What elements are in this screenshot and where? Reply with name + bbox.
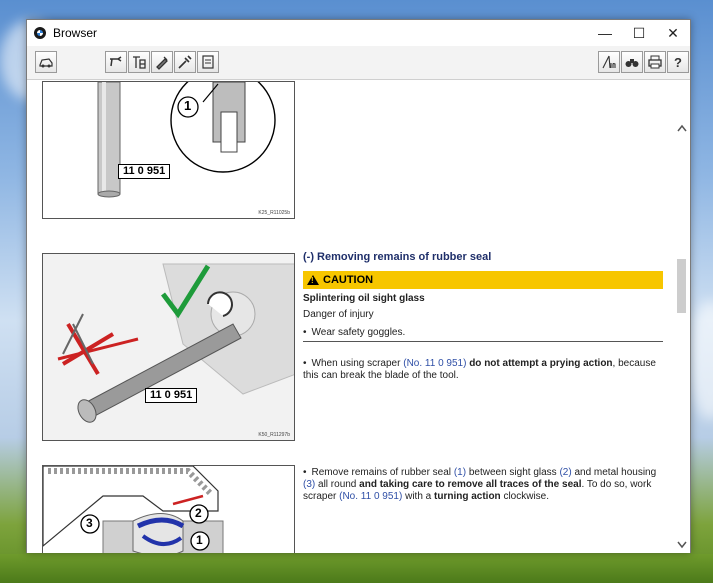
- car-icon: [38, 54, 54, 70]
- warning-triangle-icon: [307, 275, 319, 285]
- tool-number-link[interactable]: (No. 11 0 951): [403, 358, 467, 369]
- window-title: Browser: [53, 26, 98, 40]
- tools-table-icon: [131, 54, 147, 70]
- section-heading: (-) Removing remains of rubber seal: [303, 251, 492, 263]
- callout-1: 1: [184, 98, 192, 113]
- bmw-logo-icon: [34, 27, 46, 39]
- divider: [303, 341, 663, 342]
- wrench-button[interactable]: [105, 51, 127, 73]
- binoculars-button[interactable]: [621, 51, 643, 73]
- document-content: [27, 81, 690, 553]
- caution-title: Splintering oil sight glass: [303, 293, 425, 304]
- step2-text-g: clockwise.: [500, 491, 550, 502]
- ref-3: (3): [303, 479, 316, 490]
- step1-text-a: When using scraper: [311, 358, 404, 369]
- scroll-up-button[interactable]: [673, 119, 690, 136]
- step2-text-a: Remove remains of rubber seal: [311, 467, 454, 478]
- caution-bullet-text: Wear safety goggles.: [311, 327, 406, 338]
- step1-text-b: , because this can break the blade of the tool.: [303, 358, 656, 381]
- maximize-button[interactable]: ☐: [632, 24, 646, 41]
- callout-3: 3: [86, 516, 93, 530]
- pencil-icon: [154, 54, 170, 70]
- toolbar: [27, 46, 690, 80]
- screwdriver-icon: [177, 54, 193, 70]
- font-size-icon: [601, 54, 617, 70]
- scroll-down-button[interactable]: [673, 536, 690, 553]
- printer-button[interactable]: [644, 51, 666, 73]
- step2-text-d: all round: [315, 479, 360, 490]
- illustration-scraper-tip: [42, 81, 295, 219]
- step2-text-e: . To do so, work scraper: [303, 479, 652, 502]
- document-button[interactable]: [197, 51, 219, 73]
- chevron-up-icon: [677, 124, 687, 132]
- illustration-no-prying: [42, 253, 295, 441]
- caution-banner: [303, 271, 663, 289]
- seal-removal-illustration: [43, 466, 295, 553]
- step2-text-c: and metal housing: [571, 467, 657, 478]
- step2-text-b: between sight glass: [466, 467, 560, 478]
- ref-2: (2): [559, 467, 572, 478]
- title-bar: [27, 20, 690, 46]
- minimize-button[interactable]: —: [598, 25, 612, 41]
- image-code: K50_R11297b: [258, 432, 290, 438]
- no-prying-illustration: [43, 254, 295, 441]
- scroll-thumb[interactable]: [677, 259, 686, 313]
- chevron-down-icon: [677, 541, 687, 549]
- caution-bullet: [303, 327, 663, 339]
- binoculars-icon: [624, 54, 640, 70]
- caution-subtitle: Danger of injury: [303, 309, 374, 320]
- callout-1: 1: [196, 533, 203, 547]
- browser-window: [26, 19, 691, 553]
- car-button[interactable]: [35, 51, 57, 73]
- part-number-label: 11 0 951: [145, 388, 197, 403]
- wrench-icon: [108, 54, 124, 70]
- ref-1: (1): [453, 467, 467, 478]
- step-scraper-warning: [303, 358, 663, 382]
- svg-text:?: ?: [674, 55, 682, 70]
- part-number-label: 11 0 951: [118, 164, 170, 179]
- tools-table-button[interactable]: [128, 51, 150, 73]
- printer-icon: [647, 54, 663, 70]
- document-icon: [200, 54, 216, 70]
- help-button[interactable]: [667, 51, 689, 73]
- scraper-tip-illustration: [43, 82, 295, 219]
- step2-text-f: with a: [402, 491, 434, 502]
- step-remove-seal: [303, 467, 663, 503]
- font-size-button[interactable]: [598, 51, 620, 73]
- help-icon: [670, 54, 686, 70]
- close-button[interactable]: ✕: [667, 24, 679, 41]
- step2-bold2: turning action: [434, 491, 501, 502]
- instruction-text: [303, 81, 665, 553]
- callout-2: 2: [195, 506, 202, 520]
- pencil-button[interactable]: [151, 51, 173, 73]
- step2-bold1: and taking care to remove all traces of the seal: [359, 479, 582, 490]
- desktop-ground: [0, 554, 713, 583]
- caution-label: CAUTION: [323, 274, 374, 286]
- image-code: K25_R11025b: [258, 210, 290, 216]
- screwdriver-button[interactable]: [174, 51, 196, 73]
- step1-bold: do not attempt a prying action: [466, 358, 613, 369]
- tool-number-link[interactable]: (No. 11 0 951): [339, 491, 403, 502]
- vertical-scrollbar[interactable]: [673, 81, 690, 553]
- illustration-seal-removal: [42, 465, 295, 553]
